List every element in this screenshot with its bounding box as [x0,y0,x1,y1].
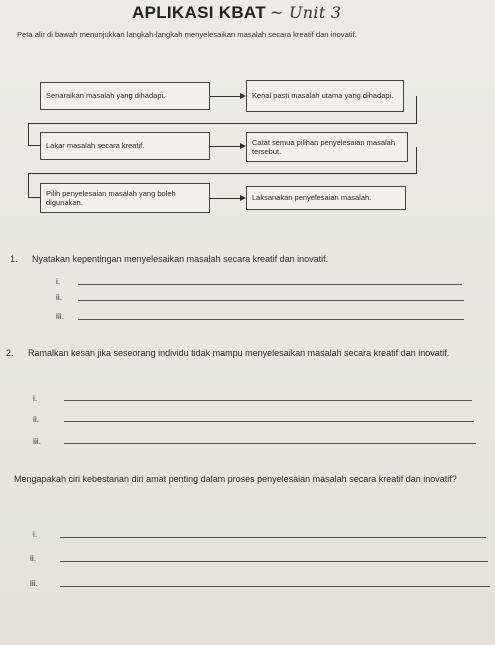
flow-step-1: Senaraikan masalah yang dihadapi. [40,82,210,110]
connector-2-3-right [416,96,417,124]
question-2 [6,347,484,360]
question-text: Ramalkan kesan jika seseorang individu tidak mampu menyelesaikan masalah secara kreatif dan inovatif. [28,348,450,358]
flow-step-2: Kenal pasti masalah utama yang dihadapi. [246,80,404,112]
answer-line[interactable] [78,284,462,285]
connector-4-5-across [28,173,417,174]
connector-4-5-in [28,197,40,198]
answer-label: iii. [56,311,65,321]
flow-step-4: Catat semua pilihan penyelesaian masalah tersebut. [246,132,408,162]
flow-step-3: Lakar masalah secara kreatif. [40,132,210,160]
arrow-line-3 [210,198,242,199]
answer-label: ii. [56,292,63,302]
answer-line[interactable] [78,319,464,320]
answer-line[interactable] [64,400,472,401]
answer-line[interactable] [64,443,476,444]
answer-line[interactable] [64,421,474,422]
question-number: 1. [10,254,18,264]
answer-line[interactable] [60,586,490,587]
answer-line[interactable] [78,300,464,301]
arrow-line-2 [210,146,242,147]
title-text: APLIKASI KBAT [132,3,266,22]
flow-chart [0,60,495,225]
answer-label: i. [56,276,61,286]
question-1 [10,253,480,266]
answer-label: iii. [30,578,39,588]
intro-text: Peta alir di bawah menunjukkan langkah-langkah menyelesaikan masalah secara kreatif dan inovatif. [17,30,357,39]
question-text: Nyatakan kepentingan menyelesaikan masalah secara kreatif dan inovatif. [32,254,329,264]
answer-label: i. [33,393,38,403]
answer-label: iii. [33,436,42,446]
connector-4-5-left [28,173,29,197]
question-text: Mengapakah ciri kebestarian diri amat penting dalam proses penyelesaian masalah secara kreatif dan inovatif? [14,474,457,484]
page-title [132,3,341,23]
connector-2-3-left [28,123,29,145]
question-3 [14,473,484,486]
flow-step-5: Pilih penyelesaian masalah yang boleh digunakan. [40,183,210,213]
handwritten-unit-note: ~ Unit 3 [269,3,342,22]
answer-label: i. [33,529,38,539]
answer-line[interactable] [60,561,488,562]
question-number: 2. [6,348,14,358]
connector-2-3-across [28,123,417,124]
answer-line[interactable] [60,537,486,538]
flow-step-6: Laksanakan penyelesaian masalah. [246,186,406,210]
answer-label: ii. [33,414,40,424]
connector-2-3-in [28,145,40,146]
answer-label: ii. [30,553,37,563]
connector-4-5-right [416,147,417,173]
arrow-line-1 [210,96,242,97]
